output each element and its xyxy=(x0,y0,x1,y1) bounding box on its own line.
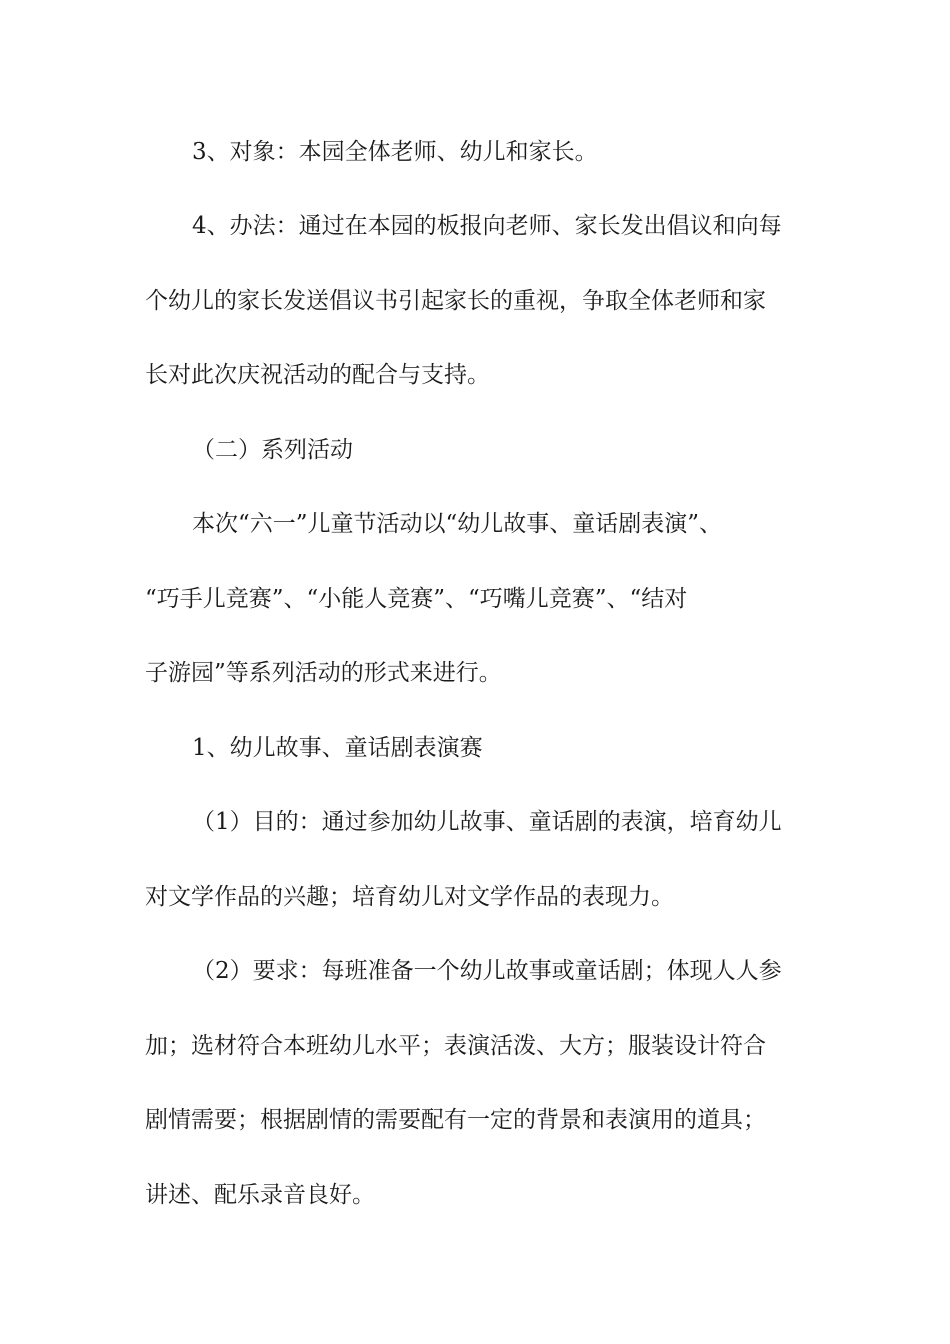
text-line-series-cont-1: “巧手儿竞赛”、“小能人竞赛”、“巧嘴儿竞赛”、“结对 xyxy=(145,586,688,612)
text-line-requirements-cont-2: 剧情需要；根据剧情的需要配有一定的背景和表演用的道具； xyxy=(145,1107,766,1133)
text-line-series-cont-2: 子游园”等系列活动的形式来进行。 xyxy=(145,660,502,686)
text-line-purpose-cont: 对文学作品的兴趣；培育幼儿对文学作品的表现力。 xyxy=(145,884,674,910)
subheading-story-contest: 1、幼儿故事、童话剧表演赛 xyxy=(192,735,483,761)
text-line-method: 4、办法：通过在本园的板报向老师、家长发出倡议和向每 xyxy=(192,213,782,239)
section-heading-series: （二）系列活动 xyxy=(192,437,353,463)
text-line-object: 3、对象：本园全体老师、幼儿和家长。 xyxy=(192,139,598,165)
text-line-requirements-cont-1: 加；选材符合本班幼儿水平；表演活泼、大方；服装设计符合 xyxy=(145,1033,766,1059)
text-line-method-cont-2: 长对此次庆祝活动的配合与支持。 xyxy=(145,362,490,388)
text-line-requirements-cont-3: 讲述、配乐录音良好。 xyxy=(145,1182,375,1208)
text-line-method-cont-1: 个幼儿的家长发送倡议书引起家长的重视，争取全体老师和家 xyxy=(145,288,766,314)
text-line-purpose: （1）目的：通过参加幼儿故事、童话剧的表演，培育幼儿 xyxy=(192,809,782,835)
text-line-requirements: （2）要求：每班准备一个幼儿故事或童话剧；体现人人参 xyxy=(192,958,782,984)
text-line-series-intro: 本次“六一”儿童节活动以“幼儿故事、童话剧表演”、 xyxy=(192,511,723,537)
